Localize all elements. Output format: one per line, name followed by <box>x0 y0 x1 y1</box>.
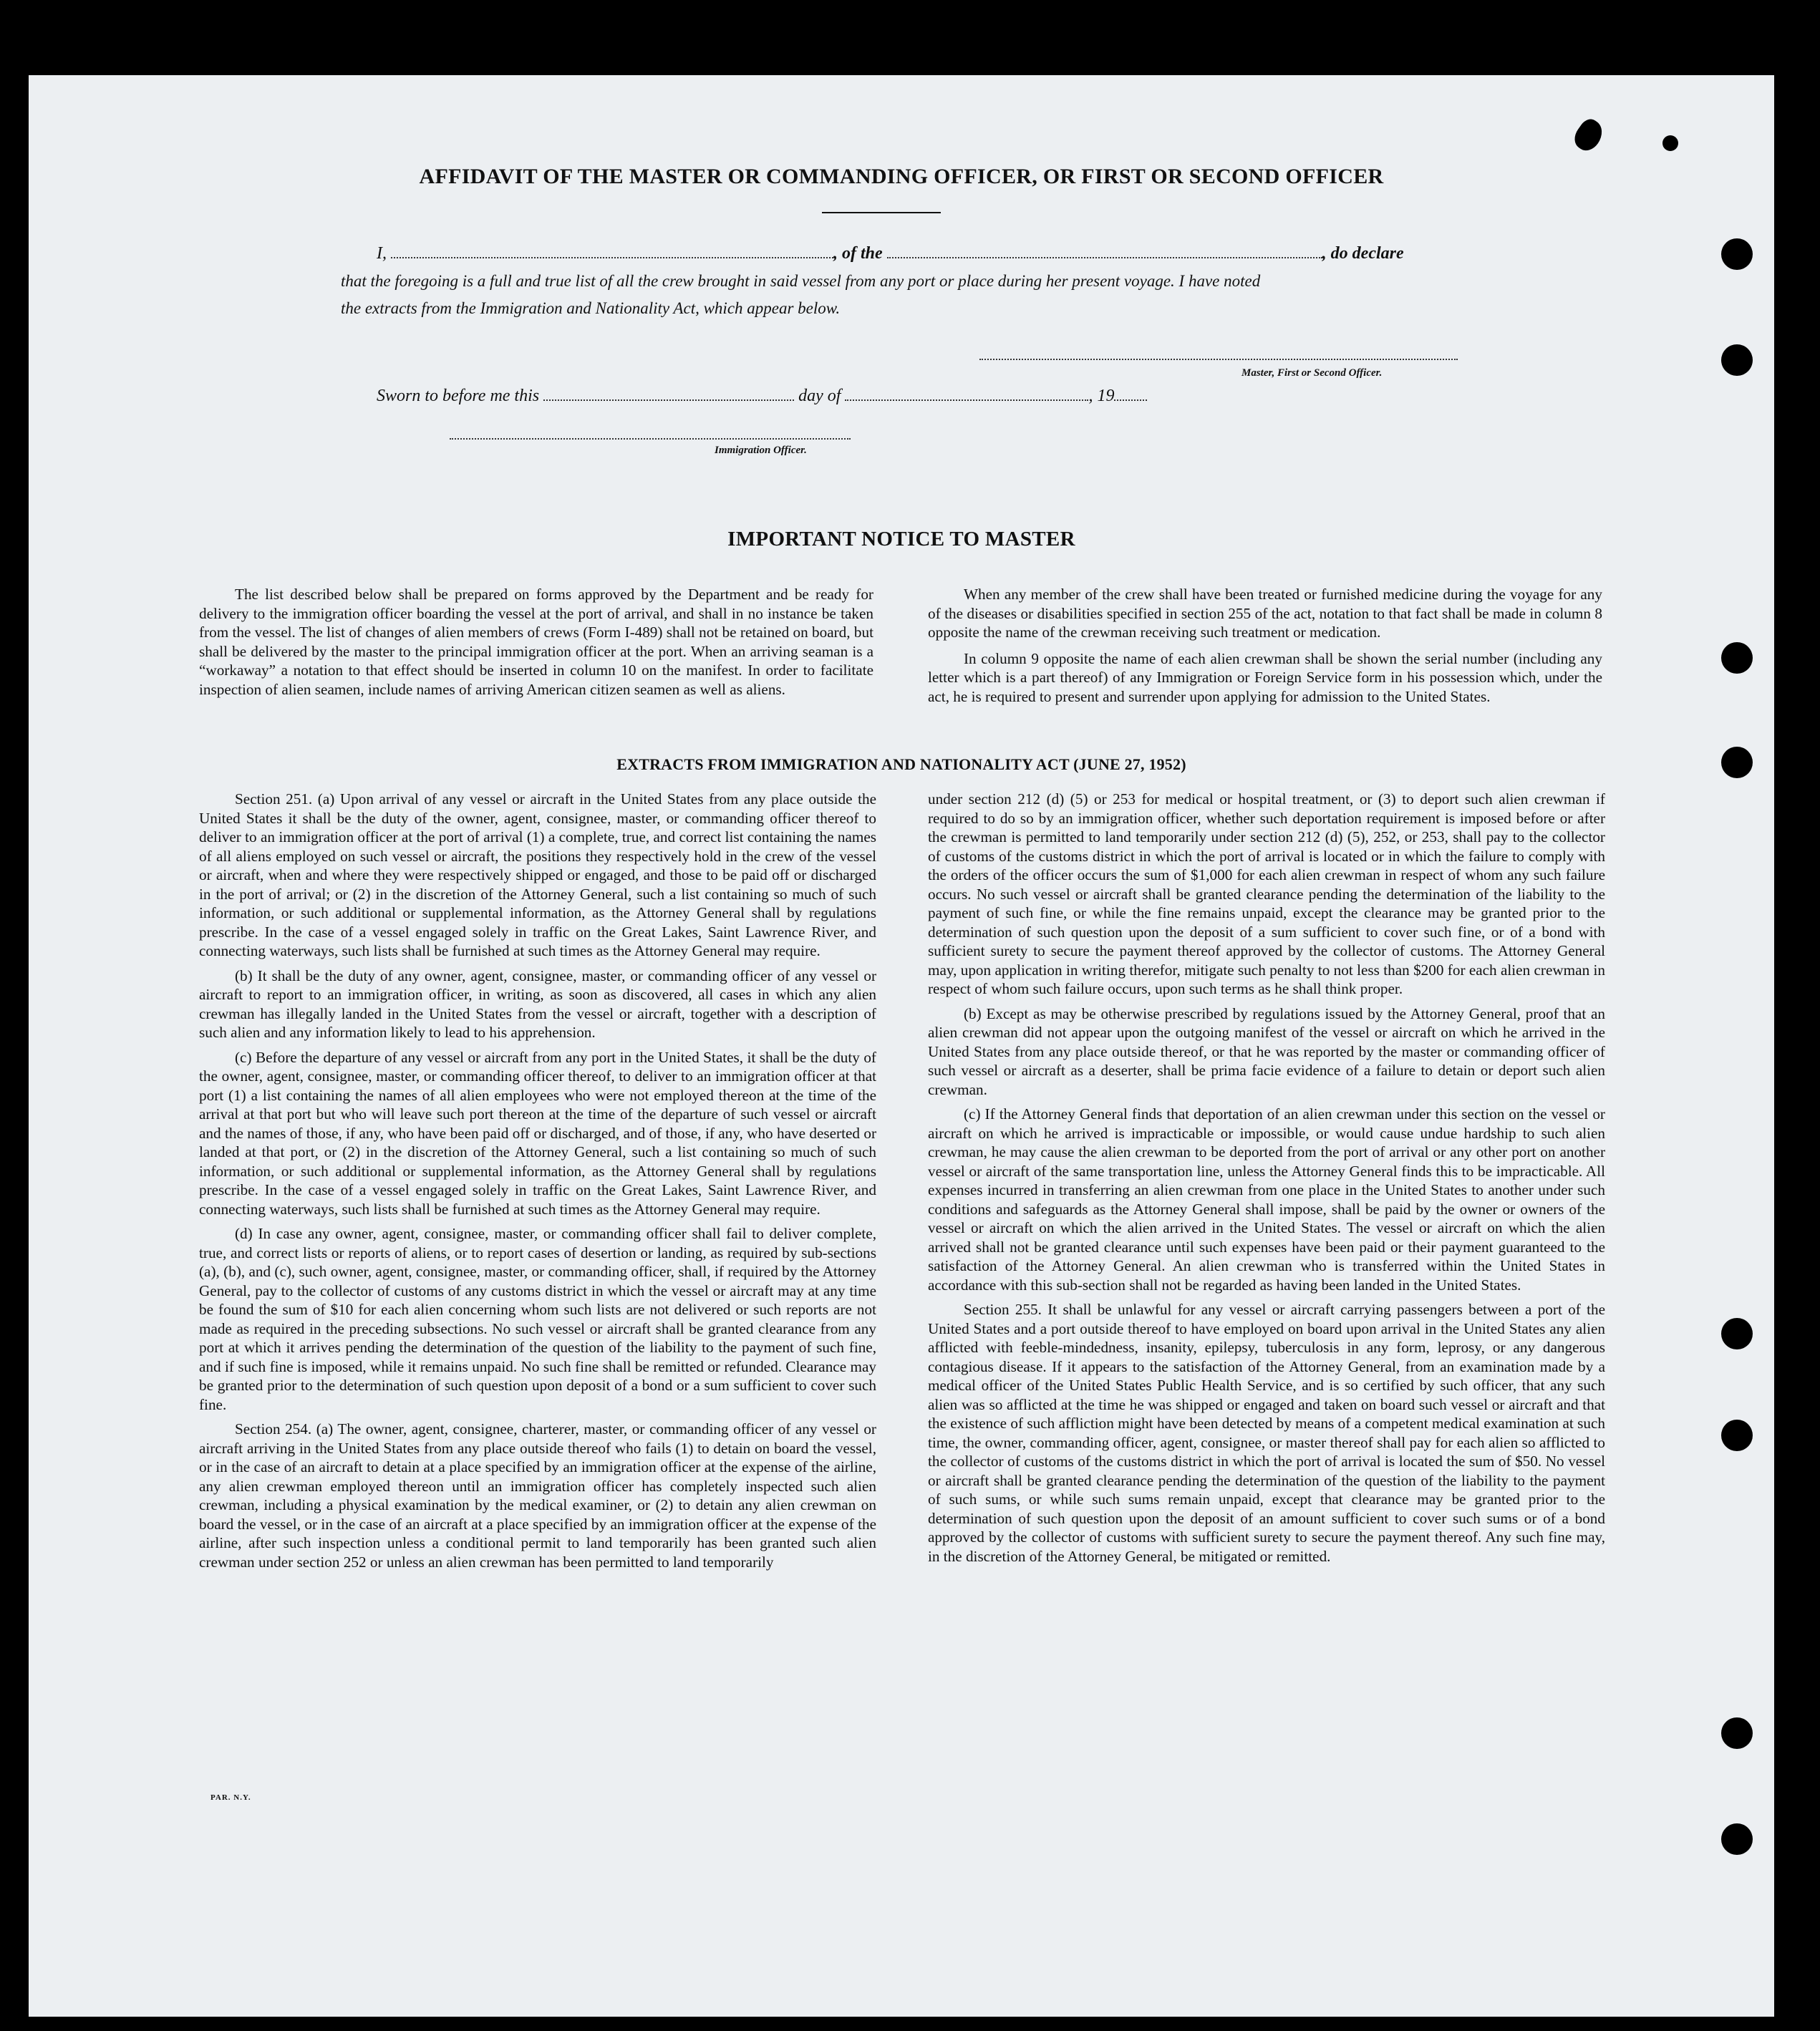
notice-right-paragraph: In column 9 opposite the name of each alien crewman shall be shown the serial number (including any letter which is a part thereof) of any Immigration or Foreign Service form in his possession which, under the act, he is required to present and surrender upon applying for admission to the United States. <box>928 649 1602 705</box>
extract-paragraph: under section 212 (d) (5) or 253 for medical or hospital treatment, or (3) to deport such alien crewman if required to do so by an immigration officer, whether such deportation requirement is imposed before or after the crewman is permitted to land temporarily under section 212 (d) (5), 252, or 253, shall pay to the collector of customs of the customs district in which the port of arrival is located or in which the failure to comply with the orders of the officer occurs the sum of $1,000 for each alien crewman in respect of whom any such failure occurs. No such vessel or aircraft shall be granted clearance pending the determination of the liability to the payment of such fine, or while the fine remains unpaid, except the clearance may be granted prior to the determination of such question upon the deposit of a sum sufficient to cover such fine, or of a bond with sufficient surety to secure the payment thereof approved by the collector of customs. The Attorney General may, upon application in writing therefor, mitigate such penalty to not less than $200 for each alien crewman in respect of whom such failure occurs, upon such terms as he shall think proper. <box>928 790 1605 997</box>
sworn-month-field[interactable] <box>845 399 1088 401</box>
extract-paragraph: (b) It shall be the duty of any owner, agent, consignee, master, or commanding officer of any vessel or aircraft to report to an immigration officer, in writing, as soon as discovered, all cases in which any alien crewman has illegally landed in the United States from the vessel or aircraft, together with a description of such alien and any information likely to lead to his apprehension. <box>199 966 876 1041</box>
title-underline <box>822 212 941 213</box>
punch-hole <box>1721 344 1753 376</box>
declaration-text: that the foregoing is a full and true list of all the crew brought in said vessel from any port or place during her present voyage. I have noted <box>341 272 1261 290</box>
vessel-field[interactable] <box>887 257 1322 258</box>
of-the-label: , of the <box>833 244 883 263</box>
extract-paragraph: (c) If the Attorney General finds that deportation of an alien crewman under this section on the vessel or aircraft on which he arrived is impracticable or impossible, or would cause undue hardship to such alien crewman, he may cause the alien crewman to be deported from the port of arrival or any other port on another vessel or aircraft of the same transportation line, unless the Attorney General finds this to be impracticable. All expenses incurred in transferring an alien crewman from one place in the United States to another under such conditions and safeguards as the Attorney General shall impose, shall be paid by the owner or owners of the vessel or aircraft on which the alien arrived in the United States. The vessel or aircraft on which the alien arrived shall not be granted clearance until such expenses have been paid or their payment guaranteed to the satisfaction of the Attorney General. An alien crewman who is transferred within the United States in accordance with this sub-section shall not be regarded as having been landed in the United States. <box>928 1105 1605 1294</box>
notice-left-paragraph: The list described below shall be prepared on forms approved by the Department and be ready for delivery to the immigration officer boarding the vessel at the port of arrival, and shall in no instance be taken from the vessel. The list of changes of alien members of crews (Form I-489) shall not be retained on board, but shall be delivered by the master to the principal immigration officer at the port. When an arriving seaman is a “workaway” a notation to that effect should be inserted in column 10 on the manifest. In order to facilitate inspection of alien seamen, include names of arriving American citizen seamen as well as aliens. <box>199 586 873 698</box>
punch-hole <box>1721 1717 1753 1749</box>
notice-right-paragraph: When any member of the crew shall have been treated or furnished medicine during the voyage for any of the diseases or disabilities specified in section 255 of the act, notation to that fact shall be made in column 8 opposite the name of the crewman receiving such treatment or medication. <box>928 586 1602 641</box>
sworn-day-field[interactable] <box>543 399 794 401</box>
extract-paragraph: (b) Except as may be otherwise prescribed by regulations issued by the Attorney General, proof that an alien crewman did not appear upon the outgoing manifest of the vessel or aircraft on which he arrived in the United States from any place outside thereof, or that he was reported by the master or commanding officer of such vessel or aircraft as a deserter, shall be prima facie evidence of a failure to detain or deport such alien crewman. <box>928 1004 1605 1098</box>
punch-hole <box>1721 1823 1753 1855</box>
extract-paragraph: Section 251. (a) Upon arrival of any vessel or aircraft in the United States from any place outside the United States it shall be the duty of the owner, agent, consignee, master, or commanding officer thereof to deliver to an immigration officer at the port of arrival (1) a complete, true, and correct list containing the names of all aliens employed on such vessel or aircraft, the positions they respectively hold in the crew of the vessel or aircraft, when and where they were respectively shipped or engaged, and those to be paid off or discharged in the port of arrival; or (2) in the discretion of the Attorney General, such a list containing so much of such information, or such additional or supplemental information, as the Attorney General shall by regulations prescribe. In the case of a vessel engaged solely in traffic on the Great Lakes, Saint Lawrence River, and connecting waterways, such lists shall be furnished at such times as the Attorney General may require. <box>199 790 876 959</box>
notice-right-column <box>928 585 1602 712</box>
sworn-label: Sworn to before me this <box>377 387 540 405</box>
do-declare-label: , do declare <box>1322 244 1404 263</box>
sworn-line <box>377 387 1147 406</box>
punch-hole <box>1721 238 1753 270</box>
ink-smudge <box>1662 135 1678 151</box>
name-field[interactable] <box>391 257 833 258</box>
day-of-label: day of <box>798 387 841 405</box>
extracts-left-column <box>199 790 876 1577</box>
printer-mark: PAR. N.Y. <box>210 1793 251 1802</box>
sworn-year-field[interactable] <box>1114 399 1147 401</box>
extract-paragraph: Section 254. (a) The owner, agent, consignee, charterer, master, or commanding officer of any vessel or aircraft arriving in the United States from any place outside thereof who fails (1) to detain on board the vessel, or in the case of an aircraft to detain at a place specified by an immigration officer at the expense of the airline, any alien crewman employed thereon until an immigration officer has completely inspected such alien crewman, including a physical examination by the medical examiner, or (2) to detain any alien crewman on board the vessel, or in the case of an aircraft at a place specified by an immigration officer at the expense of the airline, after such inspection unless a conditional permit to land temporarily has been granted such alien crewman under section 252 or unless an alien crewman has been permitted to land temporarily <box>199 1420 876 1571</box>
affidavit-title: AFFIDAVIT OF THE MASTER OR COMMANDING OFFICER, OR FIRST OR SECOND OFFICER <box>419 165 1384 188</box>
punch-hole <box>1721 1318 1753 1349</box>
declaration-line <box>377 244 1404 263</box>
form-page <box>29 75 1774 2017</box>
i-label: I, <box>377 244 387 263</box>
extracts-right-column <box>928 790 1605 1571</box>
immigration-officer-signature-field[interactable] <box>450 435 851 440</box>
declaration-text-2: the extracts from the Immigration and Nationality Act, which appear below. <box>341 299 841 317</box>
extract-paragraph: (d) In case any owner, agent, consignee, master, or commanding officer shall fail to deliver complete, true, and correct lists or reports of aliens, or to report cases of desertion or landing, as required by sub-sections (a), (b), and (c), such owner, agent, consignee, master, or commanding officer, shall, if required by the Attorney General, pay to the collector of customs of any customs district in which the vessel or aircraft may at any time be found the sum of $10 for each alien concerning whom such lists are not delivered or such reports are not made as required in the preceding subsections. No such vessel or aircraft shall be granted clearance from any port at which it arrives pending the determination of the question of the liability to the payment of such fine, and if such fine is imposed, while it remains unpaid. No such fine shall be remitted or refunded. Clearance may be granted prior to the determination of such question upon deposit of a bond or a sum sufficient to cover such fine. <box>199 1225 876 1413</box>
year-label: , 19 <box>1088 387 1115 405</box>
immigration-officer-caption: Immigration Officer. <box>715 445 807 456</box>
ink-smudge <box>1569 115 1607 155</box>
notice-title: IMPORTANT NOTICE TO MASTER <box>727 528 1075 551</box>
punch-hole <box>1721 642 1753 674</box>
master-caption: Master, First or Second Officer. <box>1241 367 1383 379</box>
master-signature-field[interactable] <box>979 356 1458 360</box>
notice-left-column <box>199 585 873 704</box>
extract-paragraph: (c) Before the departure of any vessel or aircraft from any port in the United States, it shall be the duty of the owner, agent, consignee, master, or commanding officer thereof, to deliver to an immigration officer at that port (1) a list containing the names of all alien employees who were not employed thereon at the time of the arrival at that port but who will leave such port thereon at the time of the departure of such vessel or aircraft and the names of those, if any, who have been paid off or discharged, and of those, if any, who have deserted or landed at that port, or (2) in the discretion of the Attorney General, such a list containing so much of such information, or such additional or supplemental information, as the Attorney General shall by regulations prescribe. In the case of a vessel engaged solely in traffic on the Great Lakes, Saint Lawrence River, and connecting waterways, such lists shall be furnished at such times as the Attorney General may require. <box>199 1048 876 1218</box>
extracts-title: EXTRACTS FROM IMMIGRATION AND NATIONALITY ACT (JUNE 27, 1952) <box>616 755 1186 773</box>
extract-paragraph: Section 255. It shall be unlawful for any vessel or aircraft carrying passengers between a port of the United States and a port outside thereof to have employed on board upon arrival in the United States any alien afflicted with feeble-mindedness, insanity, epilepsy, tuberculosis in any form, leprosy, or any dangerous contagious disease. If it appears to the satisfaction of the Attorney General, from an examination made by a medical officer of the United States Public Health Service, and is so certified by such officer, that any such alien was so afflicted at the time he was shipped or engaged and taken on board such vessel or aircraft and that the existence of such affliction might have been detected by means of a competent medical examination at such time, the owner, commanding officer, agent, consignee, or master thereof shall pay for each alien so afflicted to the collector of customs of the customs district in which the port of arrival is located the sum of $50. No vessel or aircraft shall be granted clearance pending the determination of the question of the liability to the payment of such sums, or while such sums remain unpaid, except that clearance may be granted prior to the determination of such question upon the deposit of an amount sufficient to cover such sums or of a bond approved by the collector of customs with sufficient surety to secure the payment thereof. Any such fine may, in the discretion of the Attorney General, be mitigated or remitted. <box>928 1301 1605 1565</box>
punch-hole <box>1721 1420 1753 1451</box>
